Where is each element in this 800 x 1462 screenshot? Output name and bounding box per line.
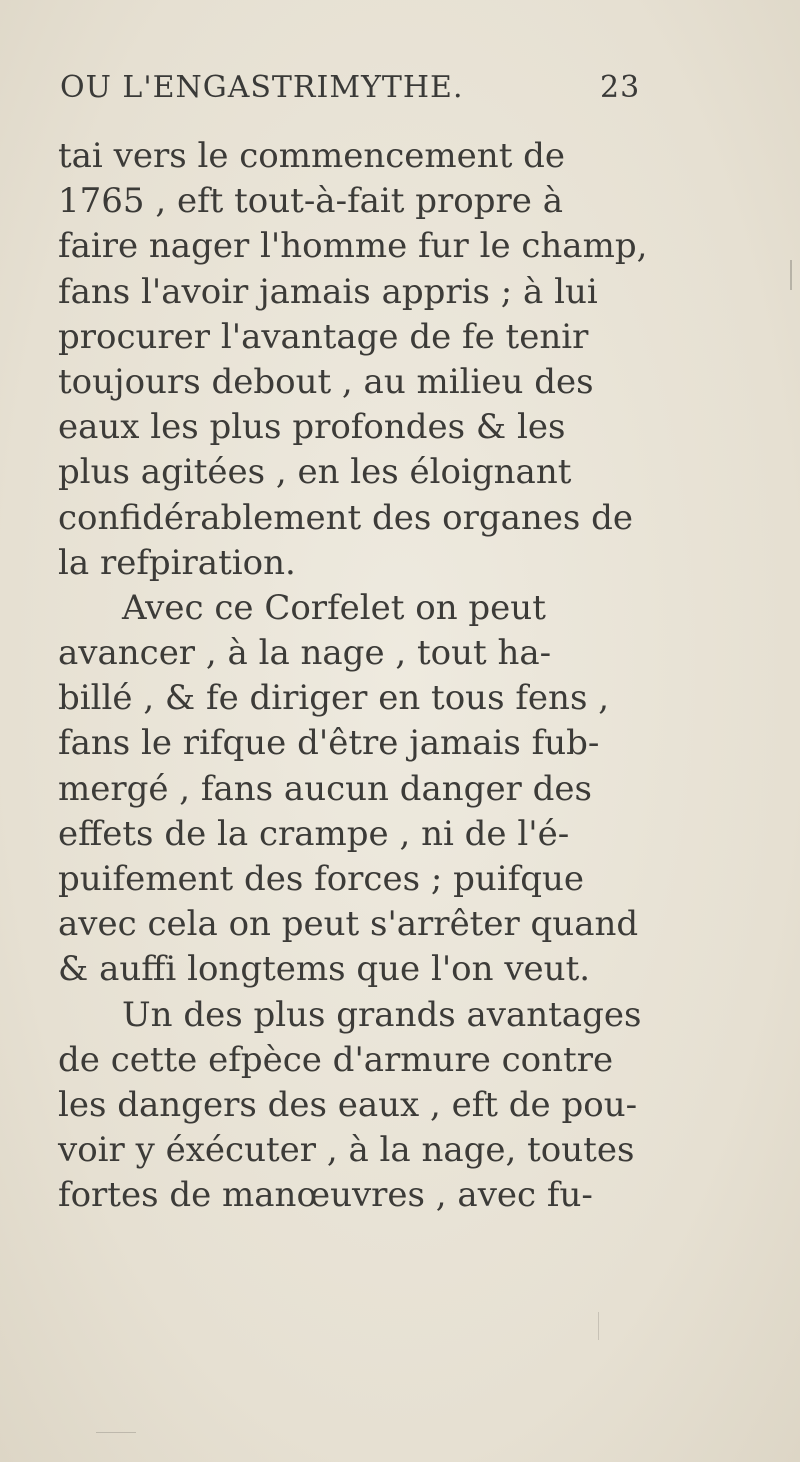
text-line: billé , & fe diriger en tous fens , bbox=[58, 678, 610, 719]
text-line: faire nager l'homme fur le champ, bbox=[58, 226, 648, 267]
text-line: eaux les plus profondes & les bbox=[58, 407, 566, 448]
text-line: la refpiration. bbox=[58, 542, 296, 583]
page-header bbox=[60, 70, 760, 130]
text-line: 1765 , eft tout-à-fait propre à bbox=[58, 181, 563, 222]
text-line: de cette efpèce d'armure contre bbox=[58, 1039, 614, 1080]
text-line: fortes de manœuvres , avec fu- bbox=[58, 1175, 593, 1216]
text-line: tai vers le commencement de bbox=[58, 136, 566, 176]
text-line: toujours debout , au milieu des bbox=[58, 361, 594, 402]
paper-specks bbox=[598, 1312, 599, 1340]
paragraph-start-line: Avec ce Corfelet on peut bbox=[122, 587, 546, 628]
text-line: avec cela on peut s'arrêter quand bbox=[58, 904, 639, 945]
text-line: voir y éxécuter , à la nage, toutes bbox=[58, 1130, 635, 1171]
text-line: avancer , à la nage , tout ha- bbox=[58, 633, 552, 674]
running-title: OU L'ENGASTRIMYTHE. bbox=[60, 70, 464, 105]
text-line: mergé , fans aucun danger des bbox=[58, 768, 592, 809]
text-line: & auffi longtems que l'on veut. bbox=[58, 949, 591, 990]
text-line: fans le rifque d'être jamais fub- bbox=[58, 723, 600, 764]
text-line: effets de la crampe , ni de l'é- bbox=[58, 813, 570, 854]
body-text bbox=[58, 134, 758, 1219]
paper-specks bbox=[96, 1432, 136, 1433]
text-line: procurer l'avantage de fe tenir bbox=[58, 316, 589, 357]
text-line: confidérablement des organes de bbox=[58, 497, 634, 538]
paper-specks bbox=[790, 260, 792, 290]
text-line: fans l'avoir jamais appris ; à lui bbox=[58, 271, 598, 312]
text-line: plus agitées , en les éloignant bbox=[58, 452, 572, 493]
text-line: les dangers des eaux , eft de pou- bbox=[58, 1084, 638, 1125]
paragraph-start-line: Un des plus grands avantages bbox=[122, 994, 642, 1035]
page-number: 23 bbox=[600, 70, 641, 105]
text-line: puifement des forces ; puifque bbox=[58, 859, 585, 899]
